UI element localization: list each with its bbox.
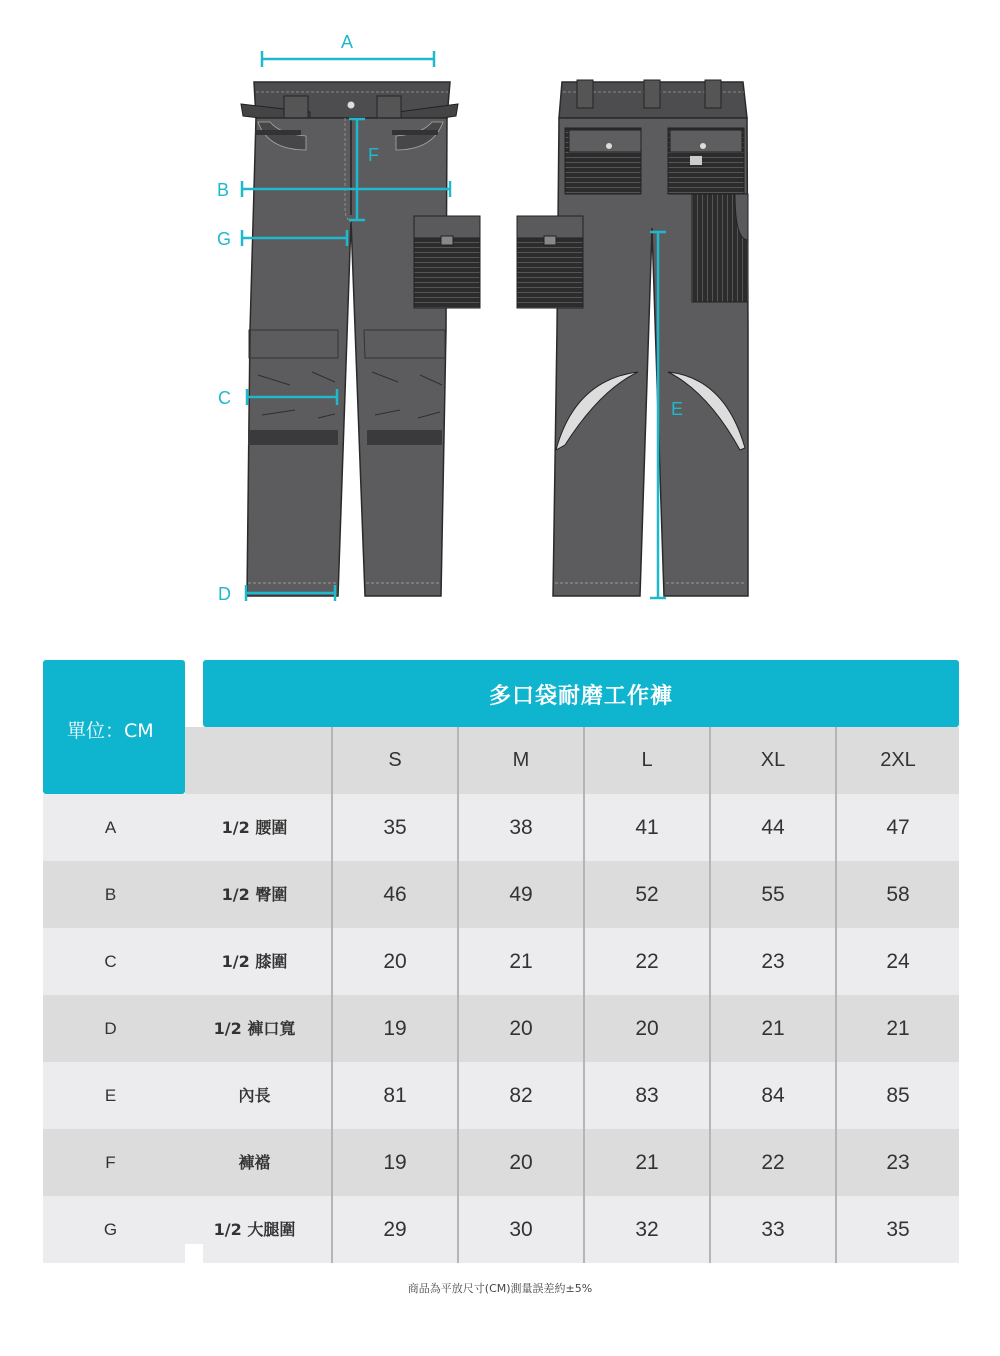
- measure-label-g: G: [217, 229, 232, 249]
- table-notch: [185, 1244, 203, 1263]
- size-value-l: 20: [583, 995, 709, 1062]
- measure-name: 褲襠: [238, 1153, 271, 1172]
- size-value-l: 83: [583, 1062, 709, 1129]
- size-value-s: 81: [331, 1062, 457, 1129]
- table-row: [43, 1062, 959, 1129]
- measure-label-d: D: [218, 584, 231, 604]
- unit-label: 單位：CM: [67, 720, 154, 742]
- table-row: [43, 1129, 959, 1196]
- size-header-l: L: [583, 727, 709, 794]
- measure-name: 內長: [238, 1086, 271, 1105]
- measure-label-c: C: [218, 388, 231, 408]
- measure-code: G: [103, 1220, 118, 1239]
- size-value-m: 38: [457, 794, 583, 861]
- size-value-l: 21: [583, 1129, 709, 1196]
- size-header-2xl: 2XL: [835, 727, 959, 794]
- size-value-s: 19: [331, 1129, 457, 1196]
- table-title-bar: [203, 660, 959, 727]
- size-value-l: 22: [583, 928, 709, 995]
- measure-name: 1/2 臀圍: [221, 885, 288, 904]
- table-row: [43, 995, 959, 1062]
- size-header-m: M: [457, 727, 583, 794]
- size-value-xl: 22: [709, 1129, 835, 1196]
- size-value-s: 20: [331, 928, 457, 995]
- size-value-s: 29: [331, 1196, 457, 1263]
- measure-name: 1/2 褲口寬: [213, 1019, 296, 1038]
- size-value-l: 32: [583, 1196, 709, 1263]
- pants-size-diagram: [0, 0, 1000, 640]
- pants-front-view: [241, 82, 480, 596]
- measure-label-f: F: [368, 145, 379, 165]
- measure-code: B: [104, 885, 117, 904]
- measure-label-e: E: [671, 399, 684, 419]
- size-value-xl: 33: [709, 1196, 835, 1263]
- measure-name: 1/2 膝圍: [221, 952, 288, 971]
- footnote: 商品為平放尺寸(CM)測量誤差約±5%: [407, 1282, 593, 1295]
- measure-code: F: [105, 1153, 116, 1172]
- size-value-m: 20: [457, 995, 583, 1062]
- size-value-2xl: 23: [835, 1129, 959, 1196]
- table-title: 多口袋耐磨工作褲: [488, 684, 673, 709]
- measure-name: 1/2 腰圍: [221, 818, 288, 837]
- size-value-m: 49: [457, 861, 583, 928]
- size-value-2xl: 47: [835, 794, 959, 861]
- measure-code: A: [104, 818, 117, 837]
- size-value-m: 82: [457, 1062, 583, 1129]
- table-row: [43, 861, 959, 928]
- size-value-s: 35: [331, 794, 457, 861]
- header-blank: [185, 727, 331, 794]
- unit-label-cell: [43, 660, 185, 794]
- size-value-xl: 55: [709, 861, 835, 928]
- table-row: [43, 794, 959, 861]
- table-row: [43, 1196, 959, 1263]
- size-header-xl: XL: [709, 727, 835, 794]
- size-value-xl: 21: [709, 995, 835, 1062]
- size-value-2xl: 85: [835, 1062, 959, 1129]
- size-value-2xl: 21: [835, 995, 959, 1062]
- size-value-2xl: 35: [835, 1196, 959, 1263]
- size-value-m: 20: [457, 1129, 583, 1196]
- measure-code: E: [104, 1086, 117, 1105]
- size-value-l: 52: [583, 861, 709, 928]
- size-value-xl: 84: [709, 1062, 835, 1129]
- pants-back-view: [517, 80, 748, 596]
- measure-label-b: B: [217, 180, 230, 200]
- table-row: [43, 928, 959, 995]
- size-value-xl: 23: [709, 928, 835, 995]
- measure-code: D: [104, 1019, 117, 1038]
- measure-code: C: [104, 952, 117, 971]
- table-notch: [185, 660, 203, 686]
- size-value-2xl: 24: [835, 928, 959, 995]
- size-value-s: 19: [331, 995, 457, 1062]
- size-value-m: 30: [457, 1196, 583, 1263]
- size-value-2xl: 58: [835, 861, 959, 928]
- measure-name: 1/2 大腿圍: [213, 1220, 296, 1239]
- size-value-m: 21: [457, 928, 583, 995]
- size-value-xl: 44: [709, 794, 835, 861]
- measure-label-a: A: [341, 32, 354, 52]
- size-header-row: [185, 727, 959, 794]
- size-header-s: S: [331, 727, 457, 794]
- size-value-l: 41: [583, 794, 709, 861]
- size-value-s: 46: [331, 861, 457, 928]
